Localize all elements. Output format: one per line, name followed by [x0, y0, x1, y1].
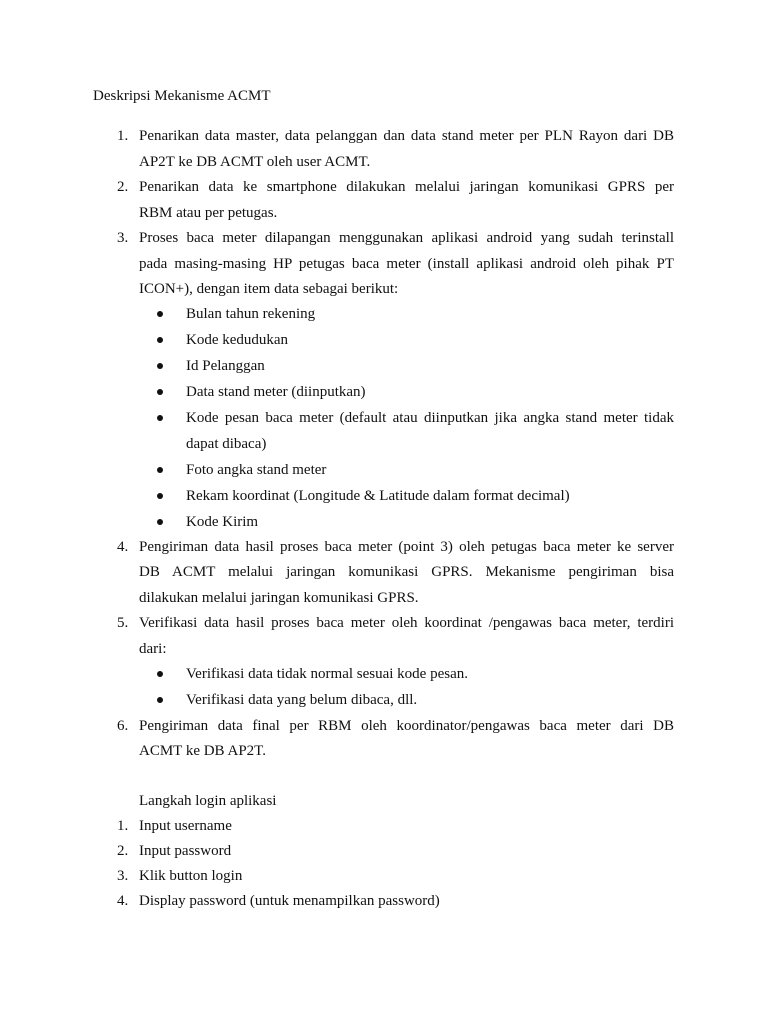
- login-step: Display password (untuk menampilkan password): [139, 893, 440, 909]
- list-item-line: Pengiriman data hasil proses baca meter (point 3) oleh petugas baca meter ke server: [139, 539, 674, 555]
- bullet-dot-icon: [156, 512, 166, 532]
- bullet-item-continuation: dapat dibaca): [186, 436, 267, 452]
- login-step: Input username: [139, 818, 232, 834]
- bullet-item: Verifikasi data yang belum dibaca, dll.: [186, 692, 418, 708]
- page-title: Deskripsi Mekanisme ACMT: [93, 88, 271, 104]
- bullet-dot-icon: [156, 690, 166, 710]
- list-number: 4.: [117, 539, 129, 555]
- list-item-line: pada masing-masing HP petugas baca meter (install aplikasi android oleh pihak PT: [139, 256, 674, 272]
- list-number: 2.: [117, 179, 129, 195]
- bullet-item: Data stand meter (diinputkan): [186, 384, 366, 400]
- list-item-line: ICON+), dengan item data sebagai berikut:: [139, 281, 399, 297]
- bullet-item: Verifikasi data tidak normal sesuai kode pesan.: [186, 666, 468, 682]
- list-number: 1.: [117, 128, 129, 144]
- bullet-dot-icon: [156, 382, 166, 402]
- list-item-line: Proses baca meter dilapangan menggunakan aplikasi android yang sudah terinstall: [139, 230, 674, 246]
- list-item-line: RBM atau per petugas.: [139, 205, 278, 221]
- list-number: 2.: [117, 843, 129, 859]
- list-number: 4.: [117, 893, 129, 909]
- login-step: Input password: [139, 843, 232, 859]
- bullet-dot-icon: [156, 460, 166, 480]
- list-item-line: dilakukan melalui jaringan komunikasi GPRS.: [139, 590, 419, 606]
- bullet-item: Kode pesan baca meter (default atau diinputkan jika angka stand meter tidak: [186, 410, 674, 426]
- list-number: 5.: [117, 615, 129, 631]
- list-number: 3.: [117, 868, 129, 884]
- list-item-line: ACMT ke DB AP2T.: [139, 743, 266, 759]
- list-item-line: Penarikan data ke smartphone dilakukan melalui jaringan komunikasi GPRS per: [139, 179, 674, 195]
- bullet-dot-icon: [156, 408, 166, 428]
- bullet-dot-icon: [156, 486, 166, 506]
- list-item-line: AP2T ke DB ACMT oleh user ACMT.: [139, 154, 371, 170]
- list-number: 1.: [117, 818, 129, 834]
- login-step: Klik button login: [139, 868, 243, 884]
- bullet-item: Kode kedudukan: [186, 332, 289, 348]
- list-number: 6.: [117, 718, 129, 734]
- bullet-dot-icon: [156, 304, 166, 324]
- bullet-dot-icon: [156, 664, 166, 684]
- list-number: 3.: [117, 230, 129, 246]
- bullet-dot-icon: [156, 356, 166, 376]
- list-item-line: Verifikasi data hasil proses baca meter oleh koordinat /pengawas baca meter, terdiri: [139, 615, 674, 631]
- bullet-item: Rekam koordinat (Longitude & Latitude dalam format decimal): [186, 488, 570, 504]
- bullet-item: Bulan tahun rekening: [186, 306, 316, 322]
- bullet-dot-icon: [156, 330, 166, 350]
- bullet-item: Id Pelanggan: [186, 358, 265, 374]
- bullet-item: Foto angka stand meter: [186, 462, 327, 478]
- list-item-line: DB ACMT melalui jaringan komunikasi GPRS. Mekanisme pengiriman bisa: [139, 564, 674, 580]
- section-heading: Langkah login aplikasi: [139, 793, 277, 809]
- list-item-line: Penarikan data master, data pelanggan dan data stand meter per PLN Rayon dari DB: [139, 128, 674, 144]
- bullet-item: Kode Kirim: [186, 514, 259, 530]
- list-item-line: Pengiriman data final per RBM oleh koordinator/pengawas baca meter dari DB: [139, 718, 674, 734]
- list-item-line: dari:: [139, 641, 167, 657]
